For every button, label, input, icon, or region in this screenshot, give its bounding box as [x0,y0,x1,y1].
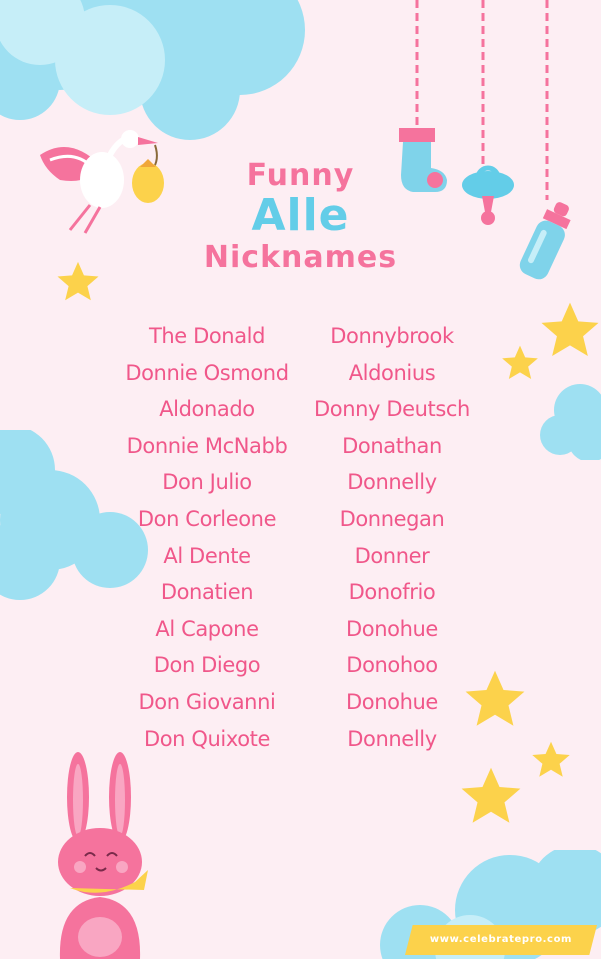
nickname-item: Donnelly [347,470,437,495]
nickname-item: Don Julio [162,470,252,495]
nickname-item: Donnybrook [330,324,454,348]
nickname-item: Donofrio [348,580,436,605]
nickname-item: Donohue [346,689,438,714]
nickname-item: Donner [354,543,430,568]
nickname-item: Donathan [342,433,442,458]
nickname-item: Aldonado [159,397,255,422]
star-icon [530,740,572,782]
nickname-item: Al Capone [155,616,259,641]
names-column-right [282,318,502,757]
website-link[interactable]: www.celebratepro.com [429,934,573,945]
title-nicknames: Nicknames [203,240,398,275]
nickname-item: The Donald [148,324,266,348]
nickname-item: Donnelly [347,726,437,751]
nickname-item: Donnie Osmond [125,360,289,385]
nickname-item: Donnegan [339,506,445,531]
star-icon [458,765,524,831]
nickname-item: Donny Deutsch [314,397,470,422]
nickname-item: Donnie McNabb [126,433,288,458]
title-name: Alle [251,190,350,241]
star-icon [538,300,601,364]
cloud-right [540,380,601,460]
bunny-icon [40,752,160,959]
star-icon [500,344,540,384]
nickname-item: Al Dente [163,543,251,568]
title-funny: Funny [246,158,355,193]
nickname-item: Donatien [160,580,254,605]
nickname-item: Don Giovanni [138,689,276,714]
nickname-item: Don Corleone [137,506,277,531]
nickname-item: Donohue [346,616,438,641]
nickname-item: Don Diego [153,653,261,678]
nickname-item: Don Quixote [143,726,271,751]
nickname-item: Aldonius [348,360,436,385]
nickname-item: Donohoo [346,653,438,678]
